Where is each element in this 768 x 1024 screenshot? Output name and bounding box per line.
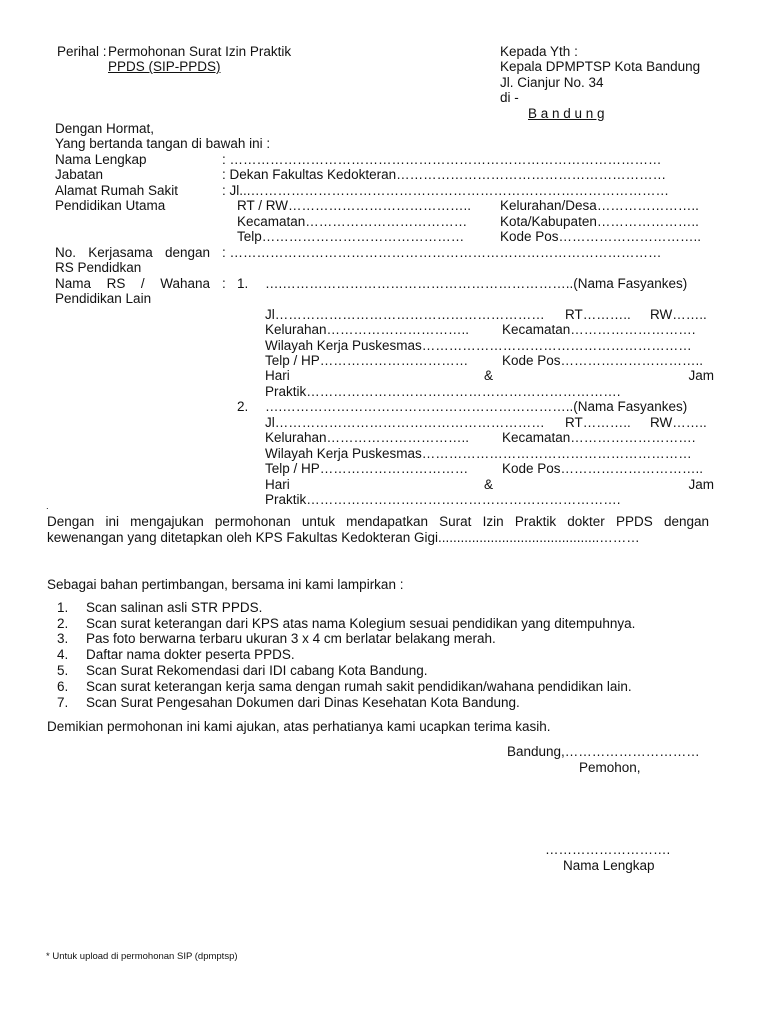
fasyankes-1-amp: & [484,368,494,383]
fasyankes-2-hari: Hari [265,477,290,492]
fasyankes-2-name: ….………………………………………………………..(Nama Fasyankes) [265,399,688,414]
attachment-text: Scan Surat Rekomendasi dari IDI cabang Kota Bandung. [86,663,428,678]
fasyankes-1-telp: Telp / HP…………………………… [265,353,469,368]
place-date: Bandung,………………………… [507,744,700,759]
fasyankes-1-hari: Hari [265,368,290,383]
fasyankes-1-num: 1. [237,276,249,291]
recipient-address: Jl. Cianjur No. 34 [500,75,604,90]
fasyankes-2-telp: Telp / HP…………………………… [265,461,469,476]
jabatan-value: : Dekan Fakultas Kedokteran…………………………………………………… [222,167,667,182]
attachment-num: 4. [57,647,69,662]
fasyankes-1-jl: Jl…………………………………………………… [265,307,545,322]
rt-rw: RT / RW………………………………….. [237,198,472,213]
city: B a n d u n g [528,106,605,121]
fasyankes-1-name: ….………………………………………………………..(Nama Fasyankes) [265,276,688,291]
fasyankes-2-rw: RW…….. [650,415,707,430]
di-label: di - [500,90,519,105]
fasyankes-2-jl: Jl…………………………………………………… [265,415,545,430]
attachment-num: 6. [57,679,69,694]
fasyankes-2-num: 2. [237,399,249,414]
kerjasama-value: : …………………………………………………………………………………… [222,245,662,260]
telp: Telp……………………………………… [237,229,465,244]
kota-kabupaten: Kota/Kabupaten………………….. [500,214,699,229]
attachment-text: Scan surat keterangan kerja sama dengan rumah sakit pendidikan/wahana pendidikan lain. [86,679,632,694]
closing-statement: Demikian permohonan ini kami ajukan, atas perhatianya kami ucapkan terima kasih. [47,719,551,734]
perihal-line1: Permohonan Surat Izin Praktik [108,44,292,59]
fasyankes-1-jam: Jam [688,368,714,383]
wahana-label-2: Pendidikan Lain [55,291,152,306]
attachment-text: Daftar nama dokter peserta PPDS. [86,647,295,662]
kelurahan-desa: Kelurahan/Desa………………….. [500,198,699,213]
attachment-num: 1. [57,600,69,615]
request-line-2: kewenangan yang ditetapkan oleh KPS Fakultas Kedokteran Gigi...........................................……… [47,530,640,545]
attachment-num: 7. [57,695,69,710]
nama-label: Nama Lengkap [55,152,147,167]
fasyankes-2-kelurahan: Kelurahan………………………….. [265,430,470,445]
wahana-label: Nama RS / Wahana [55,276,210,291]
kerjasama-label: No. Kerjasama dengan [55,245,210,260]
attachment-text: Pas foto berwarna terbaru ukuran 3 x 4 cm berlatar belakang merah. [86,631,496,646]
fasyankes-2-praktik: Praktik……………………………………………………………. [265,492,621,507]
alamat-jl: : Jl...………………………………………………………………………………… [222,183,670,198]
signer-role: Pemohon, [579,760,641,775]
fasyankes-1-kodepos: Kode Pos………………………….. [502,353,704,368]
fasyankes-1-wilayah: Wilayah Kerja Puskesmas…………………………………………………… [265,338,692,353]
perihal-line2: PPDS (SIP-PPDS) [108,59,221,74]
attachment-text: Scan salinan asli STR PPDS. [86,600,263,615]
kode-pos: Kode Pos………………………….. [500,229,702,244]
perihal-label: Perihal : [57,44,107,59]
attachment-text: Scan surat keterangan dari KPS atas nama Kolegium sesuai pendidikan yang ditempuhnya. [86,616,636,631]
attachment-num: 5. [57,663,69,678]
recipient: Kepala DPMPTSP Kota Bandung [500,59,701,74]
kecamatan: Kecamatan……………………………… [237,214,468,229]
fasyankes-2-kodepos: Kode Pos………………………….. [502,461,704,476]
attachment-num: 2. [57,616,69,631]
wahana-colon: : [222,276,226,291]
kerjasama-label-2: RS Pendidkan [55,260,142,275]
request-line-1: Dengan ini mengajukan permohonan untuk mendapatkan Surat Izin Praktik dokter PPDS dengan [47,514,709,529]
fasyankes-1-kecamatan: Kecamatan………………………. [502,322,696,337]
signature-line: ………………………. [545,842,671,857]
dot-mark: . [46,501,49,512]
fasyankes-2-rt: RT……….. [565,415,631,430]
jabatan-label: Jabatan [55,167,104,182]
footnote: * Untuk upload di permohonan SIP (dpmptsp) [46,951,238,962]
alamat-label: Alamat Rumah Sakit [55,183,179,198]
attachments-intro: Sebagai bahan pertimbangan, bersama ini kami lampirkan : [47,577,404,592]
greeting: Dengan Hormat, [55,121,155,136]
fasyankes-1-rt: RT……….. [565,307,631,322]
fasyankes-2-wilayah: Wilayah Kerja Puskesmas…………………………………………………… [265,446,692,461]
attachment-num: 3. [57,631,69,646]
fasyankes-1-praktik: Praktik……………………………………………………………. [265,384,621,399]
fasyankes-1-kelurahan: Kelurahan………………………….. [265,322,470,337]
fasyankes-1-rw: RW…….. [650,307,707,322]
fasyankes-2-kecamatan: Kecamatan………………………. [502,430,696,445]
attachment-text: Scan Surat Pengesahan Dokumen dari Dinas Kesehatan Kota Bandung. [86,695,520,710]
alamat-label-2: Pendidikan Utama [55,198,166,213]
fasyankes-2-jam: Jam [688,477,714,492]
fasyankes-2-amp: & [484,477,494,492]
nama-value: : …………………………………………………………………………………… [222,152,662,167]
statement: Yang bertanda tangan di bawah ini : [55,136,271,151]
signer-name: Nama Lengkap [563,858,655,873]
kepada-label: Kepada Yth : [500,44,578,59]
